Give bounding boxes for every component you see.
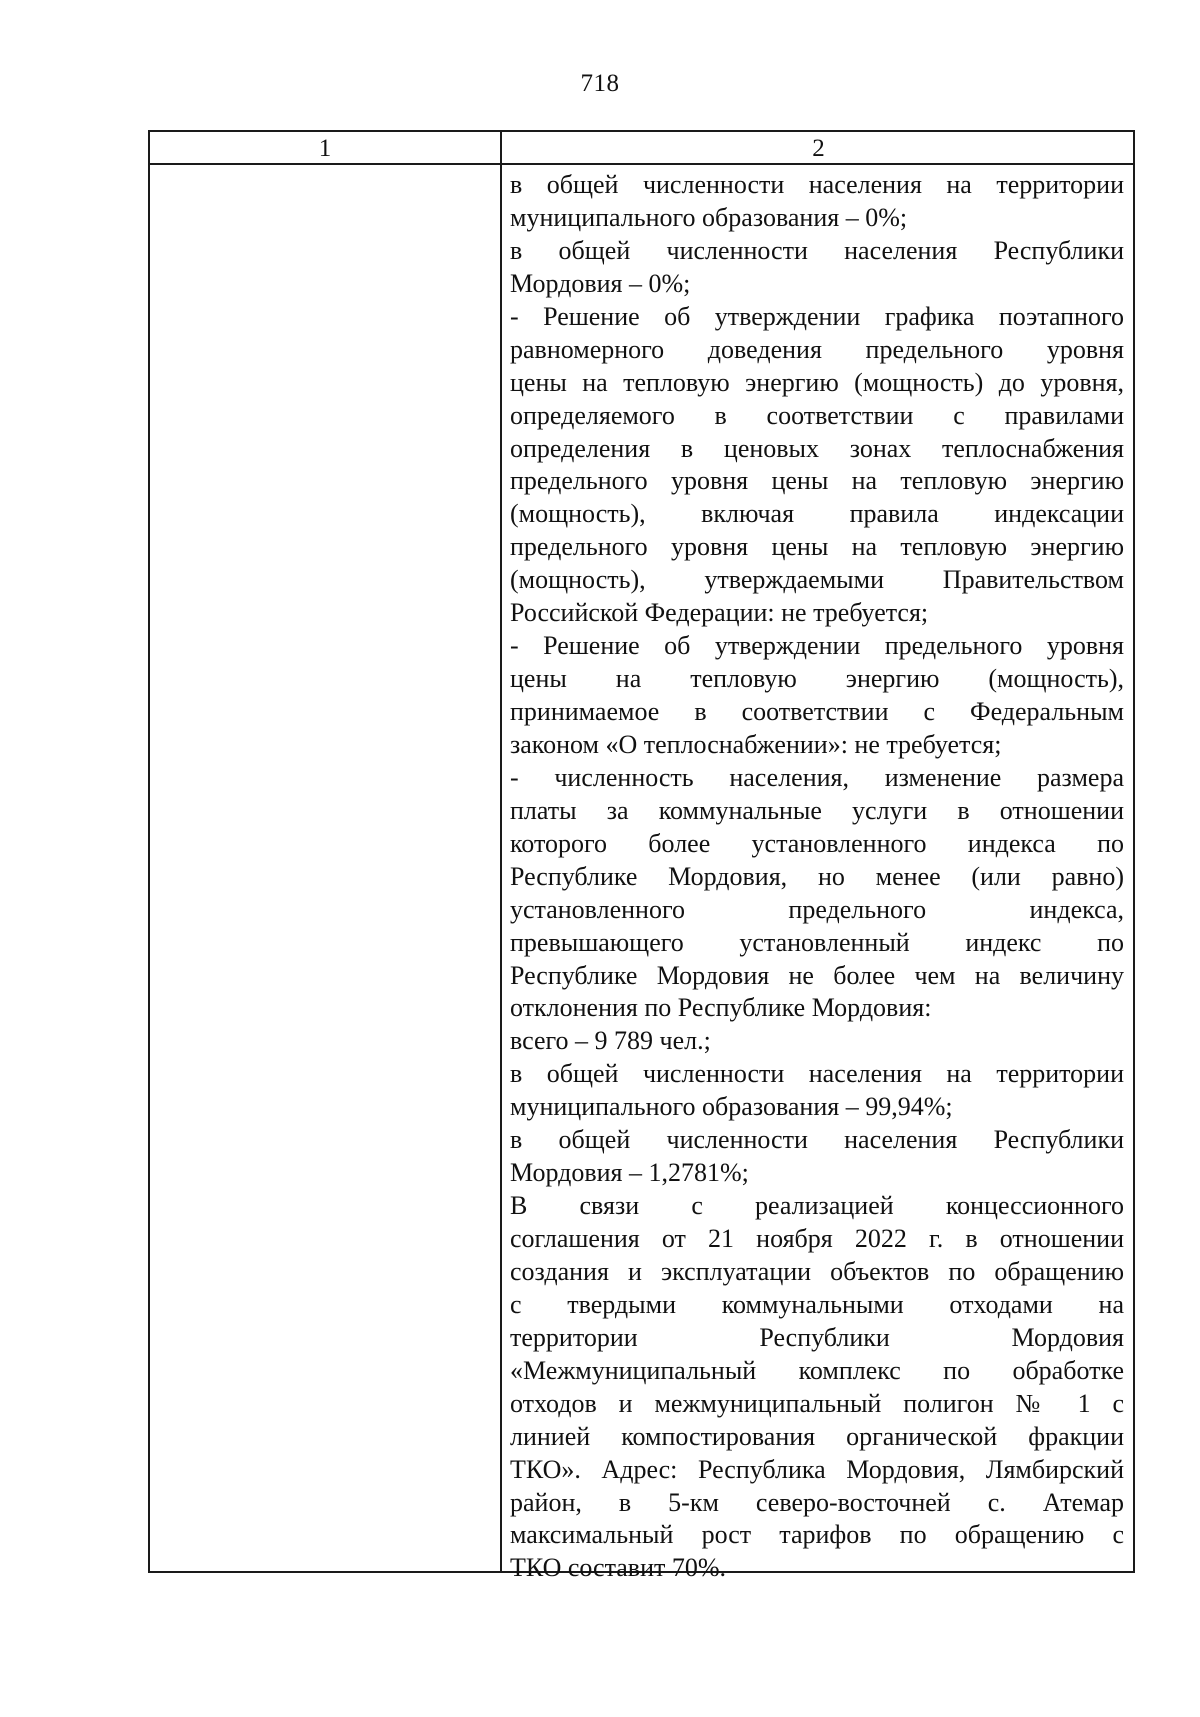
header-row-divider [150,163,1133,165]
text-line: ТКО». Адрес: Республика Мордовия, Лямбирский [510,1454,1124,1484]
text-line: законом «О теплоснабжении»: не требуется; [510,729,1002,759]
document-table [148,130,1135,1583]
text-line: ТКО составит 70%. [510,1553,727,1583]
text-line: район, в 5-км северо-восточней с. Атемар [510,1487,1124,1517]
text-line: всего – 9 789 чел.; [510,1026,711,1056]
text-line: равномерного доведения предельного уровня [510,334,1124,364]
column-header-2: 2 [812,135,825,162]
text-line: муниципального образования – 99,94%; [510,1092,953,1122]
text-line: в общей численности населения Республики [510,235,1124,265]
text-line: Республике Мордовия не более чем на величину [510,960,1124,990]
text-line: предельного уровня цены на тепловую энергию [510,466,1124,496]
text-line: отходов и межмуниципальный полигон № 1 с [510,1388,1124,1418]
text-line: принимаемое в соответствии с Федеральным [510,697,1124,726]
page-number: 718 [580,70,620,97]
text-line: цены на тепловую энергию (мощность), [510,664,1124,694]
text-line: - численность населения, изменение размера [510,762,1124,792]
text-line: муниципального образования – 0%; [510,202,908,232]
text-line: территории Республики Мордовия [510,1322,1124,1352]
text-line: Республике Мордовия, но менее (или равно) [510,861,1124,891]
text-line: цены на тепловую энергию (мощность) до уровня, [510,367,1124,397]
text-line: - Решение об утверждении графика поэтапного [510,301,1124,331]
text-line: В связи с реализацией концессионного [510,1191,1124,1221]
text-line: Мордовия – 1,2781%; [510,1158,749,1188]
text-line: максимальный рост тарифов по обращению с [510,1520,1124,1550]
text-line: в общей численности населения на территории [510,170,1124,199]
text-line: определения в ценовых зонах теплоснабжения [510,433,1124,463]
text-line: предельного уровня цены на тепловую энергию [510,532,1124,562]
text-line: (мощность), включая правила индексации [510,499,1124,529]
text-line: Мордовия – 0%; [510,268,691,298]
text-line: платы за коммунальные услуги в отношении [510,795,1124,825]
text-line: - Решение об утверждении предельного уровня [510,631,1124,661]
text-line: с твердыми коммунальными отходами на [510,1289,1124,1319]
text-line: «Межмуниципальный комплекс по обработке [510,1355,1124,1385]
text-line: в общей численности населения Республики [510,1125,1124,1155]
text-line: которого более установленного индекса по [510,828,1124,858]
text-line: установленного предельного индекса, [510,894,1124,924]
text-line: превышающего установленный индекс по [510,927,1124,957]
column-2-content [510,169,1124,1585]
text-line: в общей численности населения на территории [510,1059,1124,1089]
text-line: определяемого в соответствии с правилами [510,400,1124,430]
text-line: отклонения по Республике Мордовия: [510,993,932,1023]
text-line: Российской Федерации: не требуется; [510,598,929,628]
text-line: создания и эксплуатации объектов по обращению [510,1256,1124,1286]
text-line: (мощность), утверждаемыми Правительством [510,565,1124,595]
column-divider [500,132,502,1571]
text-line: соглашения от 21 ноября 2022 г. в отношении [510,1224,1124,1253]
text-line: линией компостирования органической фракции [510,1421,1124,1451]
column-header-1: 1 [318,135,332,162]
